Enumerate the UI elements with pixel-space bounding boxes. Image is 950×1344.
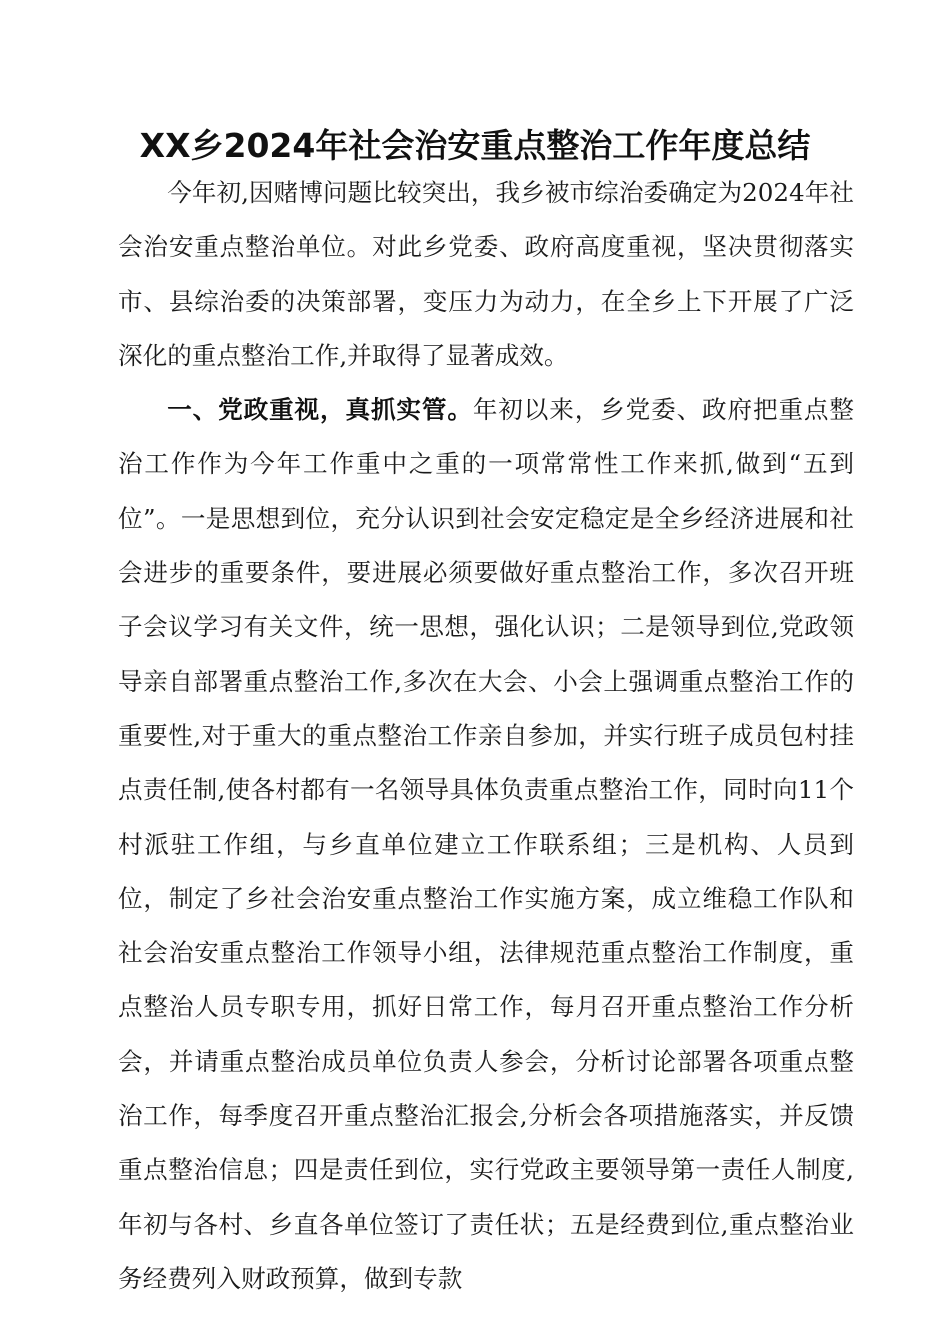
document-body — [118, 166, 854, 1306]
intro-text: 今年初,因赌博问题比较突出，我乡被市综治委确定为2024年社会治安重点整治单位。对此乡党委、政府高度重视，坚决贯彻落实市、县综治委的决策部署，变压力为动力，在全乡上下开展了广泛深化的重点整治工作,并取得了显著成效。 — [118, 178, 854, 370]
section-1-text: 年初以来，乡党委、政府把重点整治工作作为今年工作重中之重的一项常常性工作来抓,做到“五到位”。一是思想到位，充分认识到社会安定稳定是全乡经济进展和社会进步的重要条件，要进展必须要做好重点整治工作，多次召开班子会议学习有关文件，统一思想，强化认识；二是领导到位,党政领导亲自部署重点整治工作,多次在大会、小会上强调重点整治工作的重要性,对于重大的重点整治工作亲自参加，并实行班子成员包村挂点责任制,使各村都有一名领导具体负责重点整治工作，同时向11个村派驻工作组，与乡直单位建立工作联系组；三是机构、人员到位，制定了乡社会治安重点整治工作实施方案，成立维稳工作队和社会治安重点整治工作领导小组，法律规范重点整治工作制度，重点整治人员专职专用，抓好日常工作，每月召开重点整治工作分析会，并请重点整治成员单位负责人参会，分析讨论部署各项重点整治工作，每季度召开重点整治汇报会,分析会各项措施落实，并反馈重点整治信息；四是责任到位，实行党政主要领导第一责任人制度,年初与各村、乡直各单位签订了责任状；五是经费到位,重点整治业务经费列入财政预算，做到专款 — [118, 395, 854, 1293]
section-1-paragraph — [118, 383, 854, 1306]
document-title: XX乡2024年社会治安重点整治工作年度总结 — [139, 126, 811, 165]
section-1-heading: 一、党政重视，真抓实管。 — [167, 395, 473, 425]
intro-paragraph — [118, 166, 854, 383]
